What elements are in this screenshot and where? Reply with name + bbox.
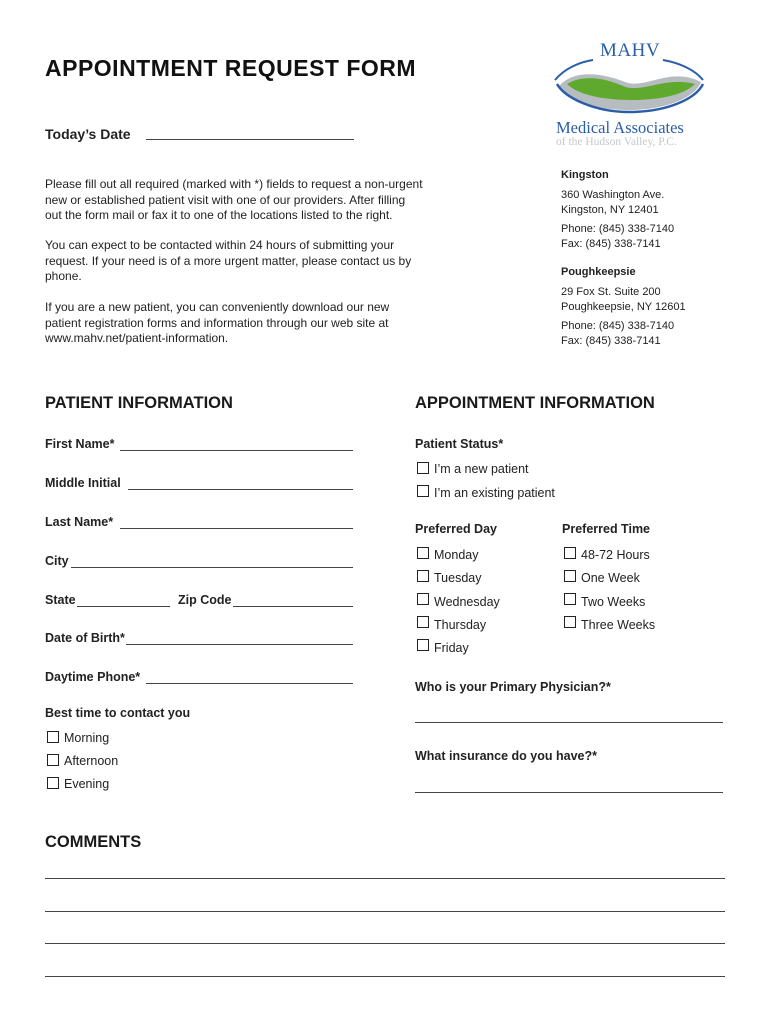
option-new-patient: I’m a new patient [434,462,529,476]
middle-initial-field[interactable] [128,489,353,490]
option-friday: Friday [434,641,469,655]
checkbox-wednesday[interactable] [417,593,429,605]
city-field[interactable] [71,567,353,568]
option-existing-patient: I’m an existing patient [434,486,555,500]
option-monday: Monday [434,548,479,562]
checkbox-new-patient[interactable] [417,462,429,474]
checkbox-monday[interactable] [417,547,429,559]
zip-label: Zip Code [178,593,232,607]
checkbox-thursday[interactable] [417,616,429,628]
option-morning: Morning [64,731,110,745]
state-field[interactable] [77,606,170,607]
page-title: APPOINTMENT REQUEST FORM [45,55,417,81]
last-name-field[interactable] [120,528,353,529]
logo-abbr: MAHV [600,40,661,61]
checkbox-48-72-hours[interactable] [564,547,576,559]
intro-paragraph-3: If you are a new patient, you can conveniently download our new patient registration forms and information through our web site at www.mahv.net/patient-information. [45,300,390,345]
checkbox-two-weeks[interactable] [564,593,576,605]
primary-physician-field[interactable] [415,722,723,723]
comments-line-3[interactable] [45,943,725,944]
preferred-time-label: Preferred Time [562,522,651,536]
middle-initial-label: Middle Initial [45,476,121,490]
checkbox-morning[interactable] [47,731,59,743]
last-name-label: Last Name* [45,515,114,529]
location-kingston: Kingston 360 Washington Ave. Kingston, NY 12401 Phone: (845) 338-7140 Fax: (845) 338-7141 [561,169,761,251]
checkbox-evening[interactable] [47,777,59,789]
checkbox-three-weeks[interactable] [564,616,576,628]
first-name-label: First Name* [45,437,115,451]
state-label: State [45,593,76,607]
checkbox-afternoon[interactable] [47,754,59,766]
zip-field[interactable] [233,606,353,607]
comments-line-2[interactable] [45,911,725,912]
checkbox-one-week[interactable] [564,570,576,582]
option-thursday: Thursday [434,618,487,632]
insurance-field[interactable] [415,792,723,793]
preferred-day-label: Preferred Day [415,522,497,536]
todays-date-label: Today’s Date [45,126,131,142]
comments-heading: COMMENTS [45,833,142,851]
option-two-weeks: Two Weeks [581,595,646,609]
appointment-info-heading: APPOINTMENT INFORMATION [415,394,655,412]
dob-label: Date of Birth* [45,631,125,645]
mahv-logo [540,38,720,158]
option-48-72-hours: 48-72 Hours [581,548,650,562]
option-wednesday: Wednesday [434,595,500,609]
dob-field[interactable] [126,644,353,645]
primary-physician-label: Who is your Primary Physician?* [415,680,611,694]
option-evening: Evening [64,777,110,791]
first-name-field[interactable] [120,450,353,451]
intro-paragraph-1: Please fill out all required (marked with *) fields to request a non-urgent new or established patient visit with one of our providers. After filling out the form mail or fax it to one of the locations listed to the right. [45,177,423,222]
patient-info-heading: PATIENT INFORMATION [45,394,233,412]
option-tuesday: Tuesday [434,571,482,585]
best-time-label: Best time to contact you [45,706,191,720]
logo-tagline: of the Hudson Valley, P.C. [556,136,677,148]
location-name: Kingston [561,169,609,181]
option-three-weeks: Three Weeks [581,618,656,632]
location-poughkeepsie: Poughkeepsie 29 Fox St. Suite 200 Poughkeepsie, NY 12601 Phone: (845) 338-7140 Fax: (845) 338-7141 [561,266,761,348]
location-name: Poughkeepsie [561,266,636,278]
patient-status-label: Patient Status* [415,437,504,451]
option-one-week: One Week [581,571,640,585]
logo-name: Medical Associates [556,118,684,137]
todays-date-field[interactable] [146,139,354,140]
insurance-label: What insurance do you have?* [415,749,597,763]
daytime-phone-field[interactable] [146,683,353,684]
comments-line-4[interactable] [45,976,725,977]
checkbox-tuesday[interactable] [417,570,429,582]
city-label: City [45,554,69,568]
option-afternoon: Afternoon [64,754,119,768]
daytime-phone-label: Daytime Phone* [45,670,141,684]
checkbox-friday[interactable] [417,639,429,651]
comments-line-1[interactable] [45,878,725,879]
intro-paragraph-2: You can expect to be contacted within 24 hours of submitting your request. If your need is of a more urgent matter, please contact us by phone. [45,238,412,283]
checkbox-existing-patient[interactable] [417,485,429,497]
